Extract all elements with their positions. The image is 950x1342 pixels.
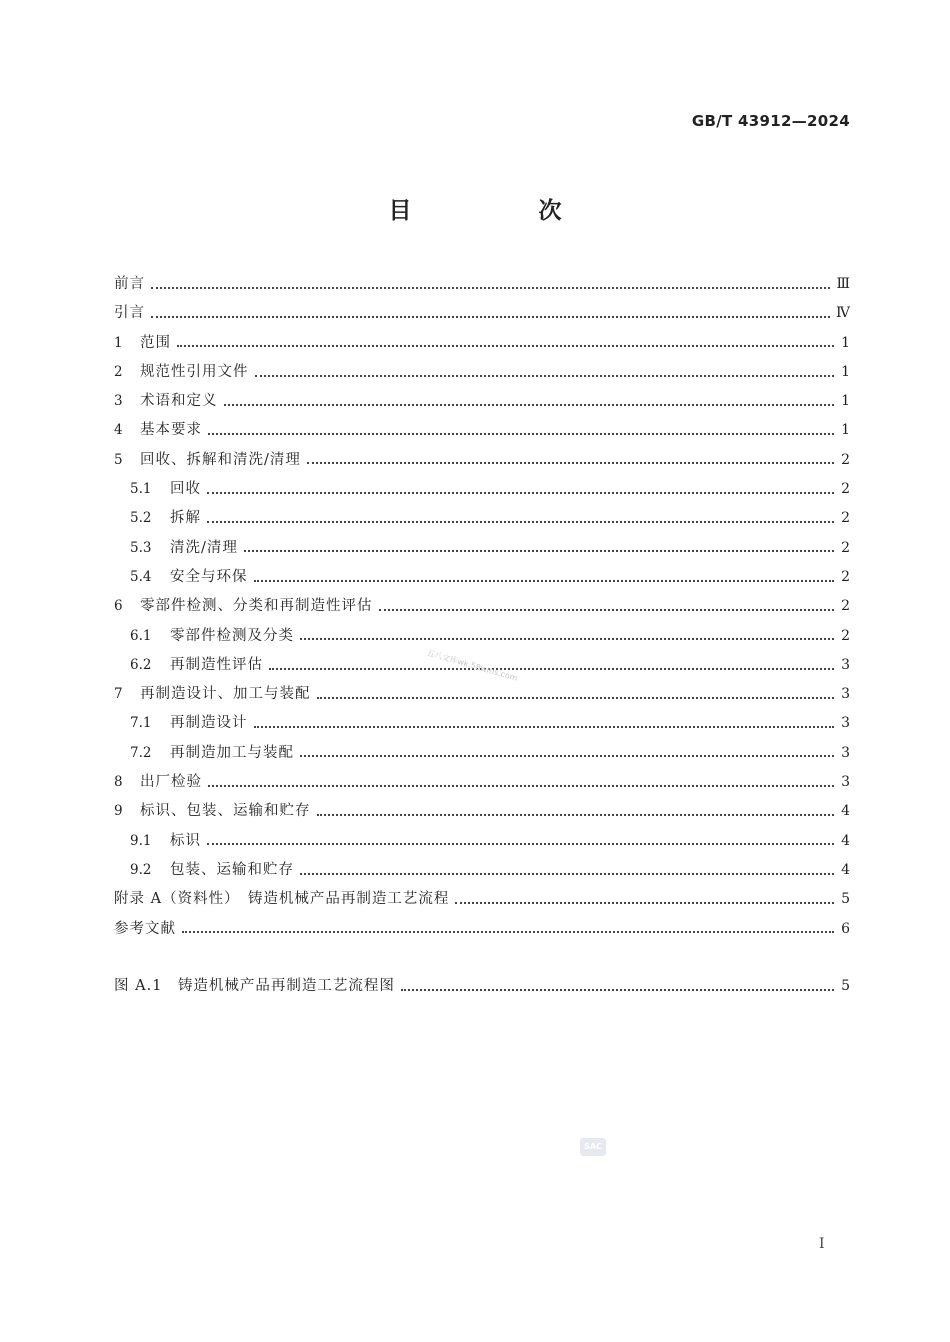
toc-entry[interactable] [114, 885, 850, 914]
toc-entry-label: 回收 [170, 481, 201, 498]
toc-entry-number: 5.2 [130, 510, 152, 527]
toc-entry-number: 7 [114, 686, 123, 703]
toc-entry-number: 8 [114, 774, 123, 791]
toc-leader-dots [317, 814, 835, 816]
toc-leader-dots [379, 609, 835, 611]
toc-leader-dots [455, 902, 834, 904]
toc-entry[interactable] [114, 739, 850, 768]
toc-entry-page: 4 [841, 803, 850, 820]
toc-entry-page: 2 [841, 539, 850, 556]
toc-entry-page: Ⅲ [836, 276, 850, 292]
toc-entry-page: 3 [841, 656, 850, 673]
toc-entry-label: 范围 [140, 334, 171, 351]
toc-entry-number: 5.1 [130, 481, 152, 498]
toc-entry-label: 附录 A（资料性） 铸造机械产品再制造工艺流程 [114, 891, 450, 908]
toc-entry-page: 3 [841, 744, 850, 761]
toc-entry[interactable] [114, 827, 850, 856]
standard-number: GB/T 43912—2024 [691, 112, 850, 130]
toc-leader-dots [401, 989, 834, 991]
toc-entry-label: 术语和定义 [140, 393, 218, 410]
toc-entry-label: 再制造性评估 [170, 656, 263, 673]
toc-entry-label: 图 A.1 铸造机械产品再制造工艺流程图 [114, 978, 395, 994]
toc-entry-page: 2 [841, 451, 850, 468]
page-title: 目 次 [388, 198, 614, 224]
toc-entry-label: 规范性引用文件 [140, 363, 249, 380]
toc-entry-label: 出厂检验 [140, 774, 202, 791]
toc-entry-label: 引言 [114, 305, 145, 322]
toc-entry[interactable] [114, 475, 850, 504]
toc-entry-page: 2 [841, 598, 850, 615]
toc-entry-number: 9.1 [130, 832, 152, 849]
toc-leader-dots [207, 492, 834, 494]
toc-entry-number: 9.2 [130, 861, 152, 878]
toc-entry-number: 7.2 [130, 744, 152, 761]
toc-entry[interactable] [114, 622, 850, 651]
toc-leader-dots [255, 375, 835, 377]
toc-entry-label: 标识 [170, 832, 201, 849]
toc-entry[interactable] [114, 416, 850, 445]
toc-entry-page: 2 [841, 510, 850, 527]
toc-entry-number: 5.3 [130, 539, 152, 556]
toc-entry-page: 3 [841, 774, 850, 791]
toc-leader-dots [300, 638, 834, 640]
toc-entry-page: 1 [841, 422, 850, 439]
toc-entry[interactable] [114, 358, 850, 387]
toc-entry[interactable] [114, 709, 850, 738]
toc-entry-number: 2 [114, 363, 123, 380]
toc-entry[interactable] [114, 972, 850, 1001]
toc-entry-page: 2 [841, 568, 850, 585]
toc-leader-dots [151, 316, 830, 318]
toc-entry-page: 1 [841, 363, 850, 380]
toc-leader-dots [207, 843, 834, 845]
toc-entry-label: 包装、运输和贮存 [170, 861, 294, 878]
toc-entry-number: 4 [114, 422, 123, 439]
toc-entry-number: 6 [114, 598, 123, 615]
toc-leader-dots [177, 345, 834, 347]
toc-entry-page: 2 [841, 481, 850, 498]
toc-entry[interactable] [114, 563, 850, 592]
toc-entry[interactable] [114, 915, 850, 944]
toc-entry-page: 1 [841, 393, 850, 410]
toc-entry-number: 1 [114, 334, 123, 351]
toc-entry-number: 5.4 [130, 568, 152, 585]
toc-entry-number: 9 [114, 803, 123, 820]
toc-entry[interactable] [114, 446, 850, 475]
toc-leader-dots [244, 550, 834, 552]
toc-entry[interactable] [114, 504, 850, 533]
toc-entry[interactable] [114, 329, 850, 358]
toc-entry[interactable] [114, 797, 850, 826]
toc-entry-label: 基本要求 [140, 422, 202, 439]
toc-leader-dots [208, 433, 834, 435]
toc-entry[interactable] [114, 387, 850, 416]
toc-entry-number: 6.2 [130, 656, 152, 673]
toc-entry-label: 零部件检测、分类和再制造性评估 [140, 598, 373, 615]
toc-leader-dots [151, 287, 830, 289]
toc-entry-page: Ⅳ [836, 305, 850, 322]
toc-entry-page: 5 [841, 978, 850, 994]
toc-leader-dots [182, 931, 834, 933]
figure-list [114, 972, 850, 1001]
toc-entry-label: 零部件检测及分类 [170, 627, 294, 644]
toc-entry-page: 4 [841, 861, 850, 878]
toc-entry-page: 3 [841, 715, 850, 732]
toc-leader-dots [254, 726, 835, 728]
toc-entry-label: 前言 [114, 276, 145, 292]
toc-entry[interactable] [114, 592, 850, 621]
toc-entry-label: 参考文献 [114, 920, 176, 937]
sac-logo: SAC [580, 1138, 606, 1156]
toc-entry-label: 安全与环保 [170, 568, 248, 585]
toc-entry-label: 再制造设计、加工与装配 [140, 686, 311, 703]
toc-entry-label: 清洗/清理 [170, 539, 238, 556]
toc-leader-dots [317, 697, 835, 699]
toc-entry[interactable] [114, 680, 850, 709]
toc-entry-number: 3 [114, 393, 123, 410]
toc-entry[interactable] [114, 768, 850, 797]
toc-leader-dots [208, 785, 834, 787]
toc-entry-page: 2 [841, 627, 850, 644]
toc-entry-label: 标识、包装、运输和贮存 [140, 803, 311, 820]
toc-entry[interactable] [114, 856, 850, 885]
toc-leader-dots [307, 462, 834, 464]
toc-leader-dots [300, 755, 834, 757]
toc-entry[interactable] [114, 534, 850, 563]
toc-entry-label: 再制造设计 [170, 715, 248, 732]
toc-entry-label: 拆解 [170, 510, 201, 527]
toc-leader-dots [224, 404, 835, 406]
toc-entry-page: 6 [841, 920, 850, 937]
toc-leader-dots [207, 521, 834, 523]
toc-entry[interactable] [114, 299, 850, 328]
toc-entry-number: 5 [114, 451, 123, 468]
toc-entry-number: 6.1 [130, 627, 152, 644]
toc-entry-page: 1 [841, 334, 850, 351]
toc-entry[interactable] [114, 270, 850, 299]
page-number: I [819, 1236, 825, 1252]
watermark: 五八文库wk.58wms.com [425, 648, 519, 683]
toc-entry-label: 再制造加工与装配 [170, 744, 294, 761]
table-of-contents [114, 270, 850, 944]
toc-entry-page: 4 [841, 832, 850, 849]
toc-entry-number: 7.1 [130, 715, 152, 732]
toc-entry-page: 3 [841, 686, 850, 703]
toc-entry-label: 回收、拆解和清洗/清理 [140, 451, 301, 468]
toc-leader-dots [254, 580, 835, 582]
toc-entry-page: 5 [841, 891, 850, 908]
toc-leader-dots [300, 873, 834, 875]
toc-leader-dots [269, 668, 834, 670]
